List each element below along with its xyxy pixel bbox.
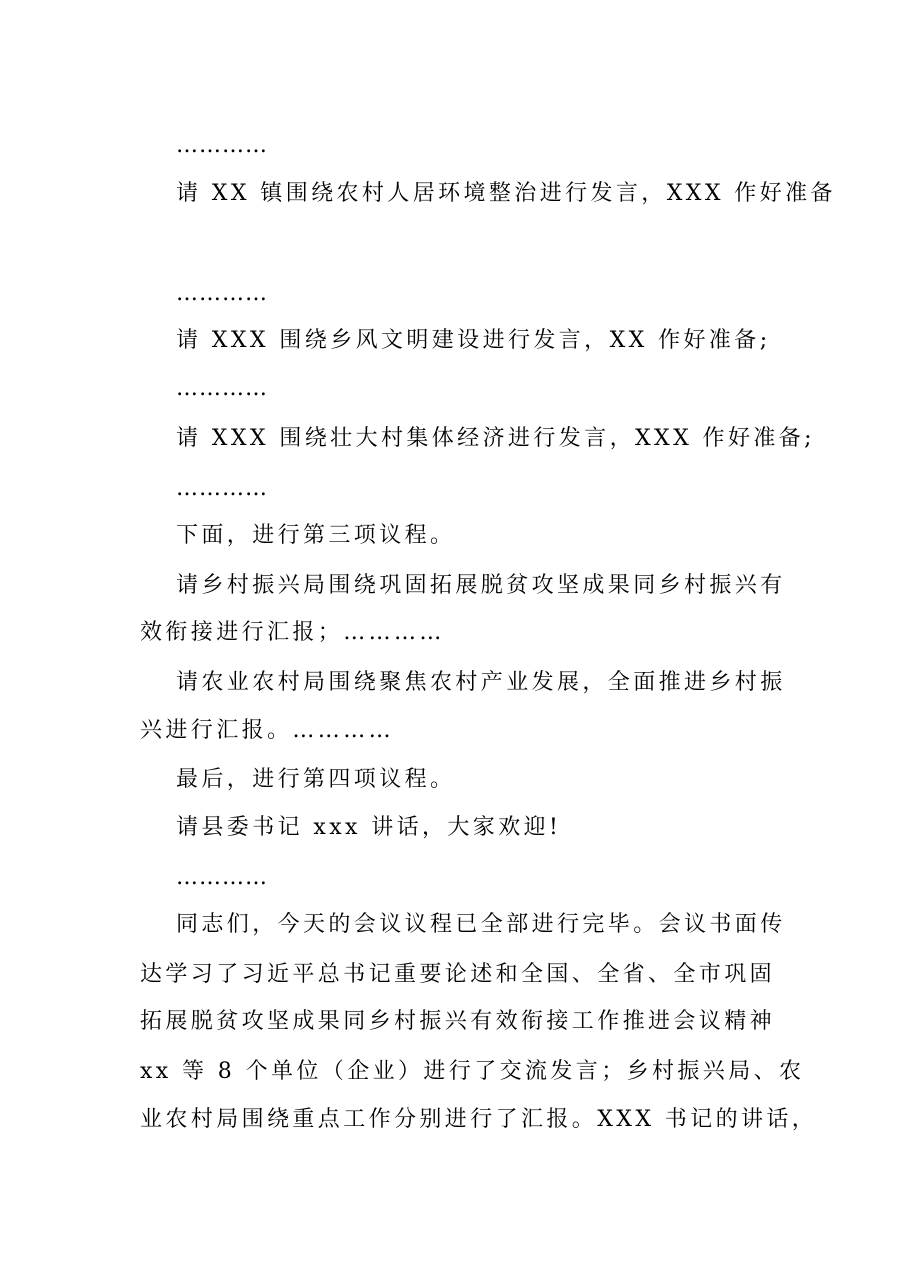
paragraph-line: 兴进行汇报。………… — [140, 718, 395, 743]
paragraph-line: 下面，进行第三项议程。 — [176, 523, 456, 548]
paragraph-line: 请 XX 镇围绕农村人居环境整治进行发言，XXX 作好准备 — [176, 181, 836, 206]
ellipsis-line: ………… — [176, 281, 268, 306]
paragraph-line: 请农业农村局围绕聚焦农村产业发展，全面推进乡村振 — [176, 670, 786, 695]
paragraph-line: 请乡村振兴局围绕巩固拓展脱贫攻坚成果同乡村振兴有 — [176, 573, 786, 598]
ellipsis-line: ………… — [176, 865, 268, 890]
ellipsis-line: ………… — [176, 476, 268, 501]
paragraph-line: 业农村局围绕重点工作分别进行了汇报。XXX 书记的讲话， — [140, 1107, 818, 1132]
paragraph-line: 达学习了习近平总书记重要论述和全国、全省、全市巩固 — [140, 962, 776, 987]
paragraph-line: 同志们，今天的会议议程已全部进行完毕。会议书面传 — [176, 912, 786, 937]
paragraph-line: 拓展脱贫攻坚成果同乡村振兴有效衔接工作推进会议精神 — [140, 1009, 776, 1034]
paragraph-line: 请县委书记 xxx 讲话，大家欢迎! — [176, 815, 562, 840]
ellipsis-line: ………… — [176, 133, 268, 158]
paragraph-line: 最后，进行第四项议程。 — [176, 767, 456, 792]
ellipsis-line: ………… — [176, 376, 268, 401]
paragraph-line: 请 XXX 围绕壮大村集体经济进行发言，XXX 作好准备; — [176, 426, 815, 451]
paragraph-line: 效衔接进行汇报；………… — [140, 620, 445, 645]
paragraph-line: 请 XXX 围绕乡风文明建设进行发言，XX 作好准备; — [176, 328, 771, 353]
paragraph-line: xx 等 8 个单位（企业）进行了交流发言；乡村振兴局、农 — [140, 1059, 805, 1084]
